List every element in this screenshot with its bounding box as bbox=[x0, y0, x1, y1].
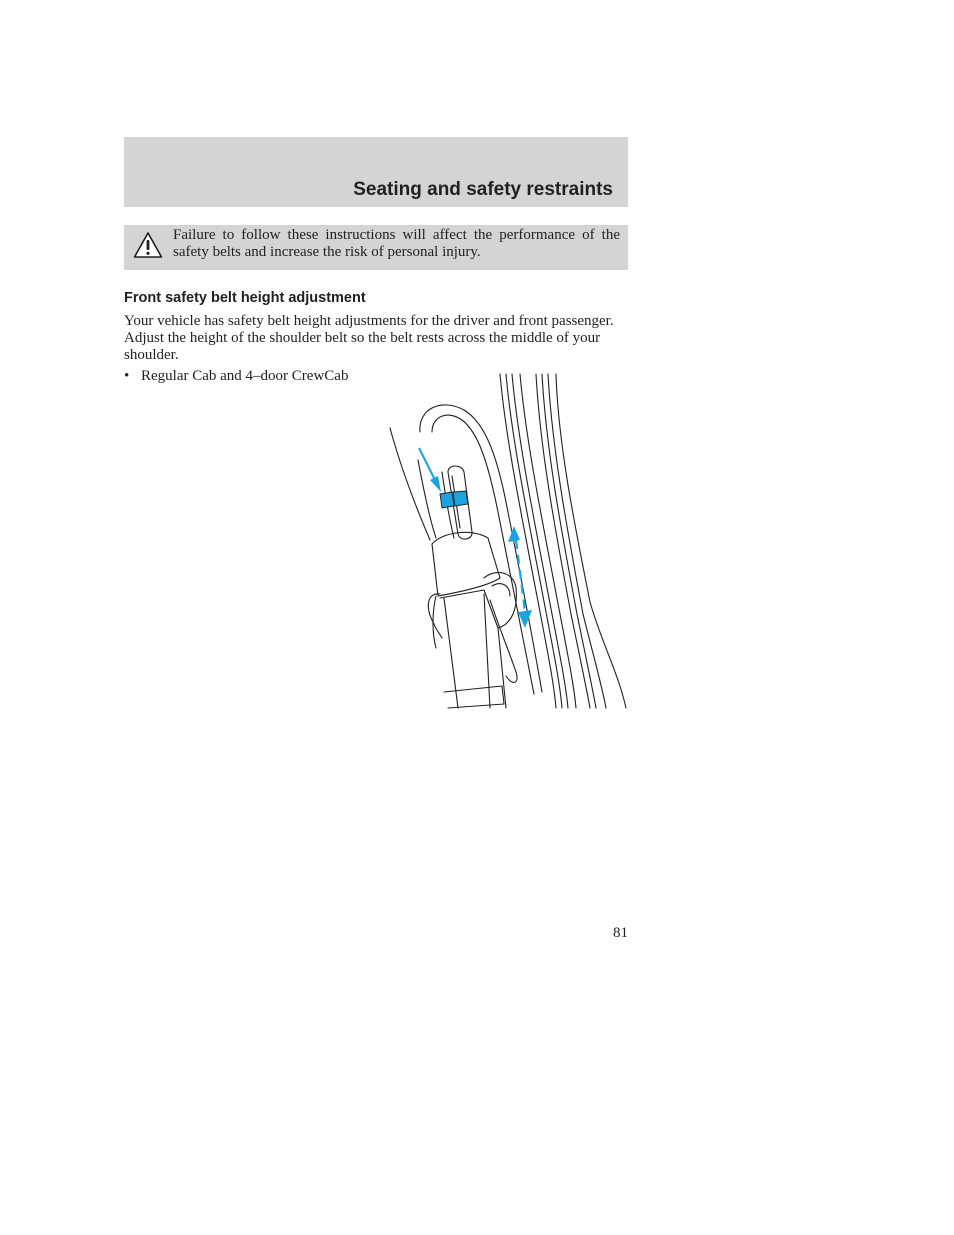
belt-height-adjustment-illustration bbox=[388, 372, 630, 710]
page-title: Seating and safety restraints bbox=[353, 179, 613, 200]
warning-box bbox=[124, 225, 628, 270]
warning-triangle-icon bbox=[133, 231, 163, 259]
belt-height-adjuster-icon bbox=[440, 491, 468, 508]
body-paragraph: Your vehicle has safety belt height adjustments for the driver and front passenger. Adjust the height of the shoulder belt so the belt rests across the middle of your shoulder. bbox=[124, 313, 614, 363]
warning-text: Failure to follow these instructions will affect the performance of the safety belts and increase the risk of personal injury. bbox=[173, 227, 620, 260]
section-heading: Front safety belt height adjustment bbox=[124, 290, 366, 306]
list-item bbox=[124, 368, 348, 385]
bullet-marker: • bbox=[124, 368, 130, 384]
page-number: 81 bbox=[613, 925, 628, 941]
bullet-text: Regular Cab and 4–door CrewCab bbox=[141, 368, 349, 384]
section-header-bar bbox=[124, 137, 628, 207]
